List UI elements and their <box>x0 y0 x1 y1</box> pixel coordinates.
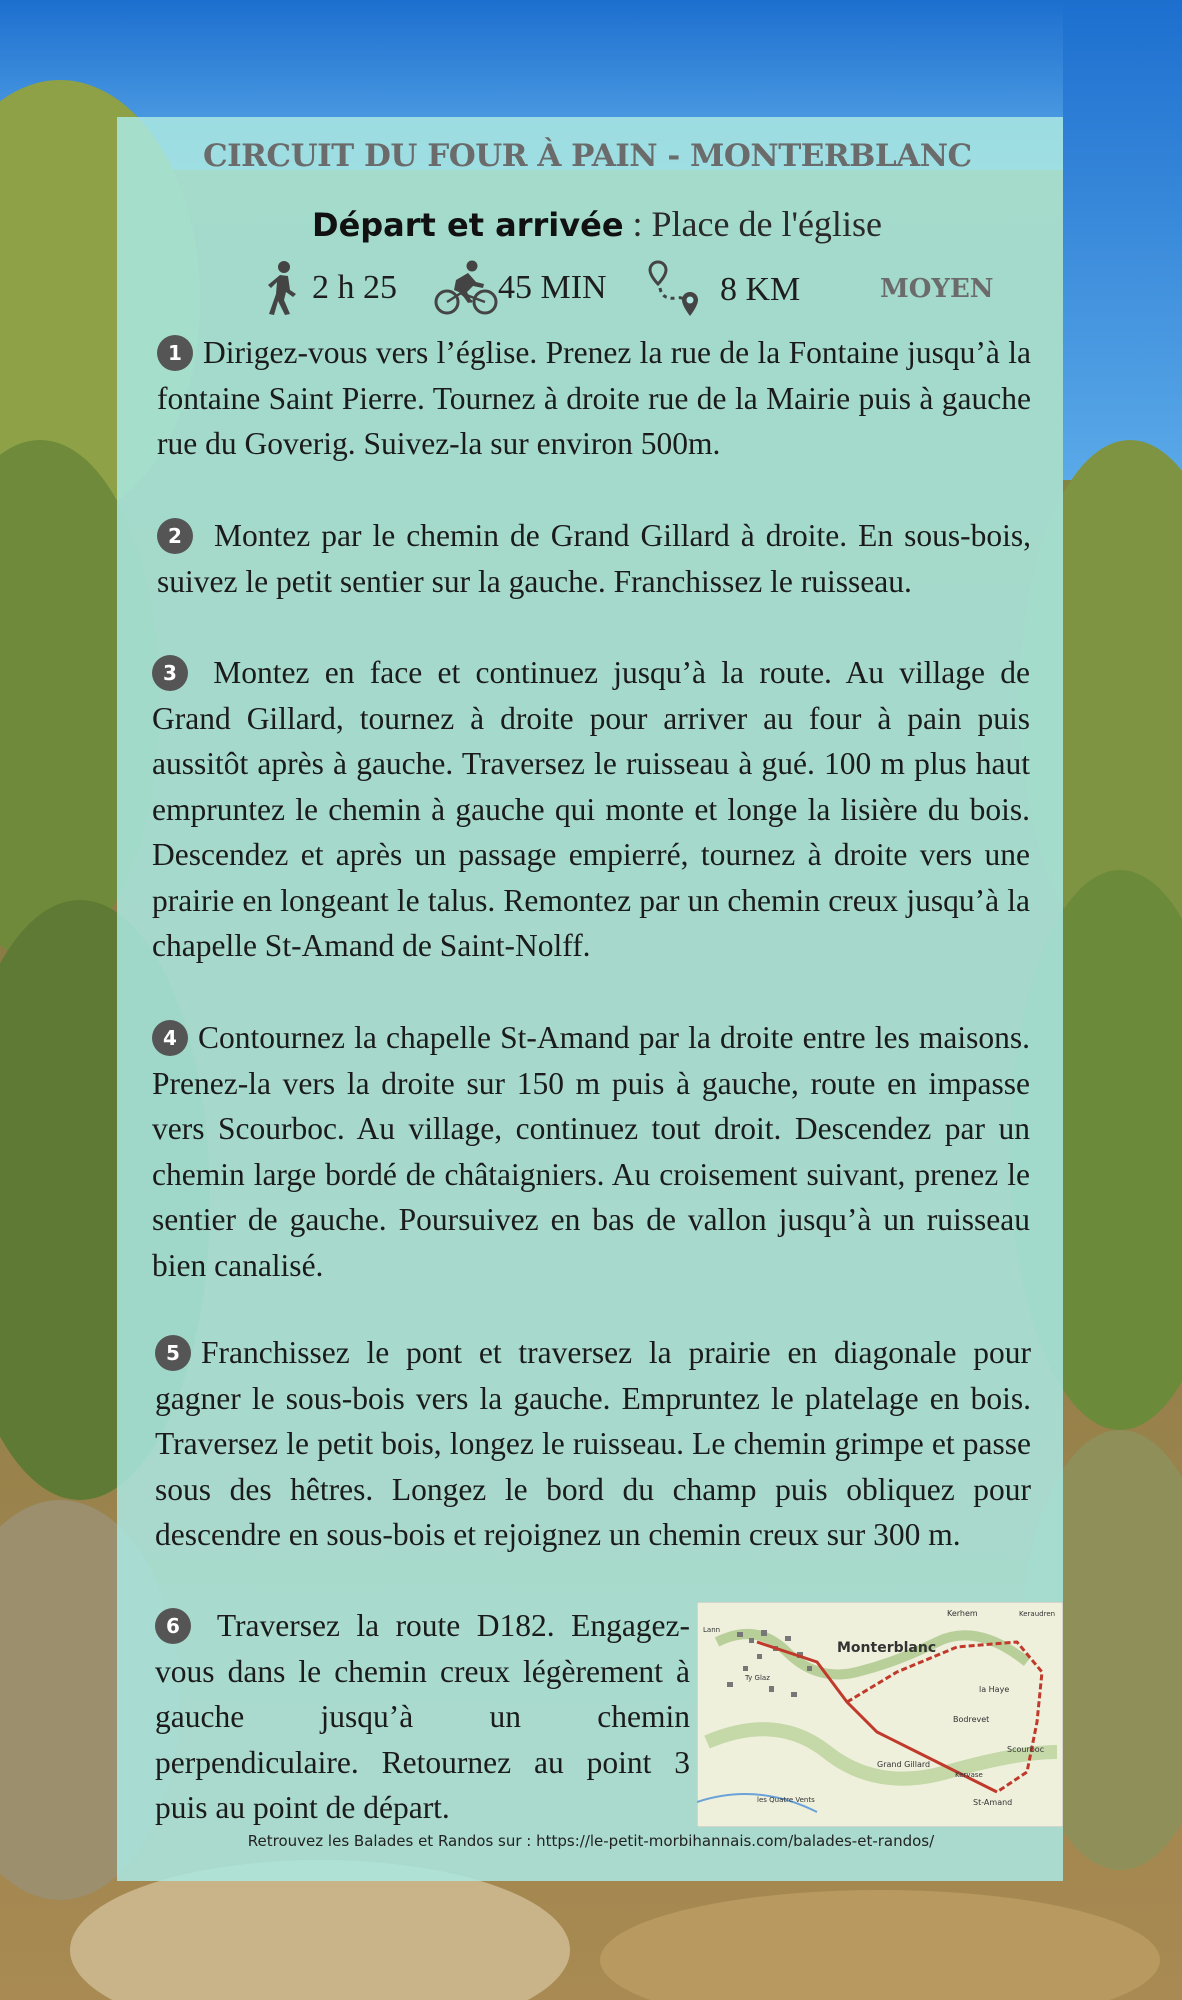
step-number-badge: 1 <box>157 335 193 371</box>
bike-time-value: 45 MIN <box>498 269 607 306</box>
departure-line <box>312 203 882 245</box>
map-label: Scourboc <box>1007 1745 1045 1754</box>
step-2 <box>157 513 1031 604</box>
step-number-badge: 4 <box>152 1020 188 1056</box>
map-label: la Haye <box>979 1685 1010 1694</box>
stats-row <box>0 260 1182 322</box>
walk-time <box>262 260 397 316</box>
step-text: Contournez la chapelle St-Amand par la droite entre les maisons. Prenez-la vers la droite sur 150 m puis à gauche, route en impasse vers Scourboc. Au village, continuez tout droit. Descendez par un chemin large bordé de châtaigniers. Au croisement suivant, prenez le sentier de gauche. Poursuivez en bas de vallon jusqu’à un ruisseau bien canalisé. <box>152 1020 1030 1283</box>
departure-label: Départ et arrivée <box>312 206 624 244</box>
step-number-badge: 2 <box>157 518 193 554</box>
step-text: Montez par le chemin de Grand Gillard à droite. En sous-bois, suivez le petit sentier sur la gauche. Franchissez le ruisseau. <box>157 518 1031 599</box>
step-6 <box>155 1603 690 1831</box>
map-label: Lann <box>703 1626 721 1634</box>
map-label: Kerhem <box>947 1609 978 1618</box>
map-label: Kervase <box>955 1771 983 1779</box>
step-text: Montez en face et continuez jusqu’à la route. Au village de Grand Gillard, tournez à droite pour arriver au four à pain puis aussitôt après à gauche. Traversez le ruisseau à gué. 100 m plus haut empruntez le chemin à gauche qui monte et longe la lisière du bois. Descendez et après un passage empierré, tournez à droite vers une prairie en longeant le talus. Remontez par un chemin creux jusqu’à la chapelle St-Amand de Saint-Nolff. <box>152 655 1030 963</box>
footer <box>0 1832 1182 1850</box>
step-5 <box>155 1330 1031 1558</box>
route-map <box>697 1602 1063 1827</box>
hiker-icon <box>262 260 302 316</box>
step-4 <box>152 1015 1030 1288</box>
step-text: Traversez la route D182. Engagez-vous dans le chemin creux légèrement à gauche jusqu’à un chemin perpendiculaire. Retournez au point 3 puis au point de départ. <box>155 1608 690 1825</box>
page-title: CIRCUIT DU FOUR À PAIN - MONTERBLANC <box>203 138 972 174</box>
step-1 <box>157 330 1031 467</box>
distance <box>648 260 800 320</box>
step-number-badge: 6 <box>155 1608 191 1644</box>
cyclist-icon <box>434 260 498 316</box>
map-label: St-Amand <box>973 1798 1013 1807</box>
footer-prefix: Retrouvez les Balades et Randos sur : <box>247 1832 537 1850</box>
footer-link[interactable]: https://le-petit-morbihannais.com/balades-et-randos/ <box>536 1832 935 1850</box>
map-label: Keraudren <box>1019 1610 1056 1618</box>
bike-time <box>434 260 607 316</box>
difficulty-level: MOYEN <box>880 274 994 304</box>
map-label: les Quatre Vents <box>757 1796 815 1804</box>
departure-separator: : <box>623 204 652 244</box>
step-text: Franchissez le pont et traversez la prairie en diagonale pour gagner le sous-bois vers la gauche. Empruntez le platelage en bois. Traversez le petit bois, longez le ruisseau. Le chemin grimpe et passe sous des hêtres. Longez le bord du champ puis obliquez pour descendre en sous-bois et rejoignez un chemin creux sur 300 m. <box>155 1335 1031 1552</box>
map-label-town: Monterblanc <box>837 1640 937 1656</box>
walk-time-value: 2 h 25 <box>312 269 397 306</box>
map-label: Ty Glaz <box>745 1674 770 1682</box>
map-label: Grand Gillard <box>877 1760 931 1769</box>
step-text: Dirigez-vous vers l’église. Prenez la rue de la Fontaine jusqu’à la fontaine Saint Pierre. Tournez à droite rue de la Mairie puis à gauche rue du Goverig. Suivez-la sur environ 500m. <box>157 335 1031 461</box>
step-number-badge: 3 <box>152 655 188 691</box>
distance-value: 8 KM <box>720 271 801 308</box>
departure-value: Place de l'église <box>651 204 882 244</box>
step-3 <box>152 650 1030 969</box>
step-number-badge: 5 <box>155 1335 191 1371</box>
map-label: Bodrevet <box>953 1715 990 1724</box>
route-pin-icon <box>648 260 708 320</box>
